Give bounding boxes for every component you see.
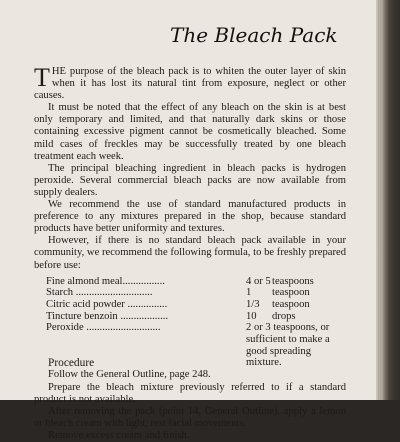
formula-row [46,276,346,288]
formula-unit: teaspoon [272,287,310,299]
page-title: The Bleach Pack [170,23,338,47]
drop-cap: T [34,63,50,92]
formula-ingredient: Starch ............................. [46,287,153,299]
formula-row [46,287,346,299]
formula-ingredient: Peroxide ............................ [46,322,161,334]
formula-quantity: 1 [246,287,252,299]
paragraph-temporary-effect: It must be noted that the effect of any bleach on the skin is at best only temporary and limited, and that naturally dark skins or those containing excessive pigment cannot be cosmetically bleached. Some mild cases of freckles may be successfully treated by one bleach treatment each week. [34,102,346,162]
procedure-step: After removing the pack (point 14, General Outline), apply a lemon or bleach cream with light, rest facial movements. [34,405,346,429]
page-edge-line [378,0,379,400]
paragraph-ingredient: The principal bleaching ingredient in bleach packs is hydrogen peroxide. Several commercial bleach packs are now available from supply dealers. [34,162,346,198]
paragraph-formula-intro: However, if there is no standard bleach pack available in your community, we recommend the following formula, to be freshly prepared before use: [34,235,346,271]
procedure-step: Prepare the bleach mixture previously referred to if a standard product is not available. [34,381,346,405]
formula-quantity: 2 or 3 teaspoons, or sufficient to make a good spreading mixture. [246,322,330,369]
formula-quantity: 1/3 [246,298,260,310]
paragraph-recommend: We recommend the use of standard manufactured products in preference to any mixtures prepared in the shop, because standard products have better uniformity and textures. [34,199,346,235]
formula-unit: teaspoons [272,275,314,287]
formula-unit: drops [272,310,296,322]
formula-quantity: 4 or 5 [246,275,271,287]
formula-unit: teaspoon [272,298,310,310]
procedure-heading: Procedure [48,357,95,370]
procedure-step: Remove excess cream and finish. [48,429,190,441]
formula-ingredient: Fine almond meal................ [46,275,165,287]
formula-row [46,299,346,311]
book-spine [376,0,400,400]
page-body [34,63,346,442]
formula-row [46,311,346,323]
formula-ingredient: Tincture benzoin .................. [46,310,169,322]
procedure-step: Follow the General Outline, page 248. [48,369,211,381]
page-edge-line [380,0,381,400]
paragraph-intro-text: HE purpose of the bleach pack is to whiten the outer layer of skin when it has lost its natural tint from exposure, neglect or other causes. [34,66,346,102]
page-edge-line [382,0,383,400]
paragraph-intro [34,63,346,102]
formula-quantity: 10 [246,310,257,322]
formula-ingredient: Citric acid powder ............... [46,298,168,310]
